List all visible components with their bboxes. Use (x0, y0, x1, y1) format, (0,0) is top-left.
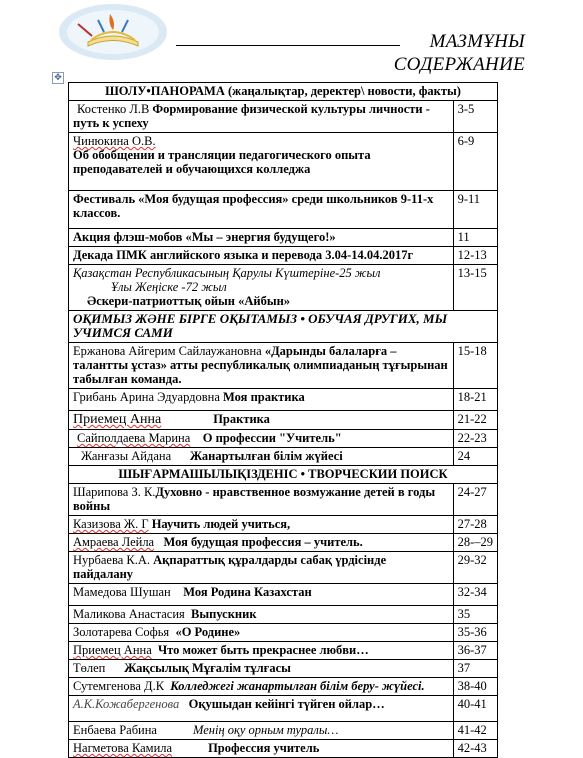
section-title: ШЫҒАРМАШЫЛЫҚІЗДЕНІС • ТВОРЧЕСКИИ ПОИСК (69, 466, 498, 484)
table-move-handle-icon[interactable]: ✥ (52, 72, 64, 84)
entry-author: А.К.Кожабергенова (73, 697, 180, 711)
title-russian: СОДЕРЖАНИЕ (393, 54, 525, 75)
table-row (69, 229, 498, 247)
entry-title: Оқушыдан кейінгі түйген ойлар… (188, 697, 385, 711)
entry-pages: 29-32 (453, 552, 497, 584)
entry-pages: 24 (453, 448, 497, 466)
section-row (69, 466, 498, 484)
table-row (69, 642, 498, 660)
table-row (69, 740, 498, 758)
table-row (69, 265, 498, 311)
entry-author: Грибань Арина Эдуардовна (73, 390, 220, 404)
entry-pages: 24-27 (453, 484, 497, 516)
entry-pages: 12-13 (453, 247, 497, 265)
entry-author: Енбаева Рабина (73, 723, 157, 737)
entry-pages: 42-43 (453, 740, 497, 758)
entry-pages: 35 (453, 606, 497, 624)
entry-title: Что может быть прекраснее любви… (158, 643, 369, 657)
entry-author: Амраева Лейла (73, 535, 155, 549)
entry-author: Костенко Л.В (77, 102, 150, 116)
entry-title: Фестиваль «Моя будущая профессия» среди школьников 9-11-х классов. (73, 192, 434, 220)
entry-pages: 18-21 (453, 389, 497, 411)
table-row (69, 133, 498, 191)
table-row (69, 606, 498, 624)
entry-title: Менің оқу орным туралы… (192, 723, 339, 737)
entry-pages: 41-42 (453, 722, 497, 740)
entry-pages: 35-36 (453, 624, 497, 642)
entry-subtitle: Әскери-патриоттық ойын «Айбын» (87, 294, 291, 308)
entry-pages: 3-5 (453, 101, 497, 133)
title-kazakh: МАЗМҰНЫ (429, 31, 525, 52)
entry-title: Декада ПМК английского языка и перевода 3.04-14.04.2017г (73, 248, 414, 262)
entry-author: Чинюкина О.В. (73, 134, 156, 148)
college-logo (58, 2, 168, 62)
entry-title: Моя будущая профессия – учитель. (163, 535, 363, 549)
entry-author: Сайполдаева Марина (77, 431, 191, 445)
entry-title: Моя практика (223, 390, 305, 404)
entry-author: Нагметова Камила (73, 741, 173, 755)
entry-title: «Дарынды балаларға – талантты ұстаз» атты республикалық олимпиаданың тұғырынан табылған команда. (73, 344, 448, 386)
table-row (69, 678, 498, 696)
table-row (69, 484, 498, 516)
entry-title: Жанартылған білім жүйесі (189, 449, 343, 463)
entry-title: Практика (213, 412, 270, 426)
entry-pages: 28-–29 (453, 534, 497, 552)
table-row (69, 534, 498, 552)
entry-title: Формирование физической культуры личности - путь к успеху (73, 102, 430, 130)
entry-author: Казизова Ж. Г (73, 517, 149, 531)
entry-author: Нурбаева К.А. (73, 553, 151, 567)
entry-pages: 13-15 (453, 265, 497, 311)
entry-title: Қазақстан Республикасының Қарулы Күштеріне-25 жыл (73, 266, 381, 280)
entry-author: Төлеп (73, 661, 106, 675)
entry-title: «О Родине» (175, 625, 241, 639)
entry-pages: 37 (453, 660, 497, 678)
title-underline (176, 45, 400, 46)
section-title: ОҚИМЫЗ ЖӘНЕ БІРГЕ ОҚЫТАМЫЗ • ОБУЧАЯ ДРУГИХ, МЫ УЧИМСЯ САМИ (69, 311, 498, 343)
entry-pages: 11 (453, 229, 497, 247)
table-row (69, 584, 498, 606)
entry-author: Шарипова З. К. (73, 485, 156, 499)
entry-title: О профессии "Учитель" (202, 431, 342, 445)
section-title: ШОЛУ•ПАНОРАМА (жаңалықтар, деректер\ новости, факты) (69, 83, 498, 101)
entry-subtitle: Ұлы Жеңіске -72 жыл (111, 280, 227, 294)
table-row (69, 516, 498, 534)
table-row (69, 552, 498, 584)
entry-title: Профессия учитель (208, 741, 320, 755)
entry-pages: 21-22 (453, 411, 497, 430)
entry-pages: 38-40 (453, 678, 497, 696)
entry-author: Ержанова Айгерим Сайлаужановна (73, 344, 262, 358)
entry-author: Приемец Анна (73, 412, 162, 427)
table-row (69, 343, 498, 389)
entry-title: Духовно - нравственное возмужание детей в годы войны (73, 485, 436, 513)
entry-pages: 40-41 (453, 696, 497, 722)
contents-table (68, 82, 498, 758)
entry-title: Колледжегі жанартылған білім беру- жүйесі. (170, 679, 425, 693)
table-row (69, 247, 498, 265)
entry-title: Акция флэш-мобов «Мы – энергия будущего!» (73, 230, 336, 244)
entry-pages: 6-9 (453, 133, 497, 191)
entry-pages: 36-37 (453, 642, 497, 660)
table-row (69, 389, 498, 411)
entry-title: Научить людей учиться, (151, 517, 291, 531)
entry-author: Приемец Анна (73, 643, 152, 657)
table-row (69, 430, 498, 448)
entry-author: Сутемгенова Д.К (73, 679, 165, 693)
section-row (69, 311, 498, 343)
entry-author: Мамедова Шушан (73, 585, 171, 599)
table-row (69, 191, 498, 229)
table-row (69, 624, 498, 642)
entry-pages: 9-11 (453, 191, 497, 229)
table-row (69, 696, 498, 722)
entry-title: Ақпараттық құралдарды сабақ үрдісінде пайдалану (73, 553, 387, 581)
entry-pages: 15-18 (453, 343, 497, 389)
entry-author: Золотарева Софья (73, 625, 170, 639)
entry-title: Об обобщении и трансляции педагогического опыта преподавателей и обучающихся колледжа (73, 148, 371, 176)
entry-pages: 27-28 (453, 516, 497, 534)
section-row (69, 83, 498, 101)
table-row (69, 722, 498, 740)
entry-title: Моя Родина Казахстан (183, 585, 312, 599)
page-title (394, 30, 525, 76)
entry-author: Жанғазы Айдана (81, 449, 172, 463)
table-row (69, 448, 498, 466)
table-row (69, 660, 498, 678)
table-row (69, 411, 498, 430)
entry-pages: 22-23 (453, 430, 497, 448)
entry-author: Маликова Анастасия (73, 607, 185, 621)
entry-pages: 32-34 (453, 584, 497, 606)
entry-title: Жақсылық Мұғалім тұлғасы (124, 661, 291, 675)
table-row (69, 101, 498, 133)
entry-title: Выпускник (191, 607, 257, 621)
